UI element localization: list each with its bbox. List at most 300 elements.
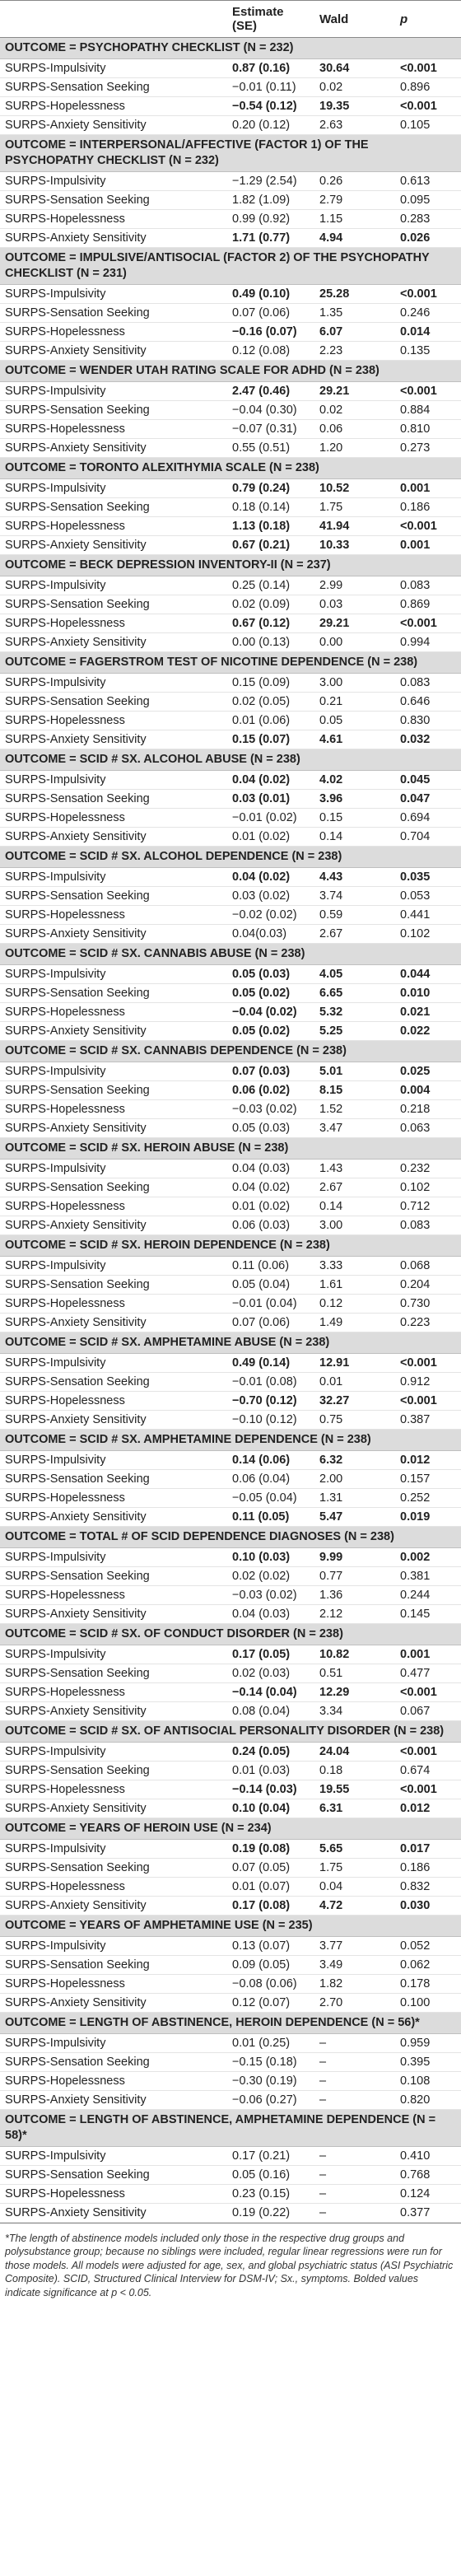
table-row: [0, 2204, 461, 2223]
outcome-title: OUTCOME = YEARS OF AMPHETAMINE USE (N = 235): [0, 1916, 461, 1937]
p-value-cell: <0.001: [395, 1780, 461, 1799]
p-value-cell: 0.067: [395, 1702, 461, 1721]
outcome-title: OUTCOME = SCID # SX. HEROIN ABUSE (N = 238): [0, 1138, 461, 1160]
outcome-title: OUTCOME = SCID # SX. ALCOHOL DEPENDENCE (N = 238): [0, 847, 461, 868]
wald-cell: 19.35: [314, 97, 395, 116]
predictor-cell: SURPS-Sensation Seeking: [0, 2166, 227, 2185]
outcome-title: OUTCOME = SCID # SX. CANNABIS ABUSE (N = 238): [0, 944, 461, 965]
estimate-cell: 0.11 (0.06): [227, 1257, 314, 1276]
header-p-value: p: [395, 1, 461, 38]
predictor-cell: SURPS-Hopelessness: [0, 1392, 227, 1411]
p-value-cell: 0.674: [395, 1762, 461, 1780]
estimate-cell: 0.07 (0.03): [227, 1062, 314, 1081]
estimate-cell: 0.99 (0.92): [227, 210, 314, 229]
table-row: [0, 1276, 461, 1295]
outcome-header-row: [0, 749, 461, 771]
p-value-cell: 0.377: [395, 2204, 461, 2223]
estimate-cell: 0.14 (0.06): [227, 1451, 314, 1470]
table-row: [0, 498, 461, 517]
p-value-cell: 0.959: [395, 2034, 461, 2053]
wald-cell: 32.27: [314, 1392, 395, 1411]
p-value-cell: 0.704: [395, 828, 461, 847]
outcome-header-row: [0, 1235, 461, 1257]
predictor-cell: SURPS-Hopelessness: [0, 2072, 227, 2091]
wald-cell: 1.75: [314, 498, 395, 517]
table-row: [0, 439, 461, 458]
table-row: [0, 790, 461, 809]
wald-cell: 2.12: [314, 1605, 395, 1624]
outcome-title: OUTCOME = SCID # SX. AMPHETAMINE DEPENDENCE (N = 238): [0, 1430, 461, 1451]
p-value-cell: 0.052: [395, 1937, 461, 1956]
predictor-cell: SURPS-Anxiety Sensitivity: [0, 1799, 227, 1818]
wald-cell: 0.18: [314, 1762, 395, 1780]
wald-cell: 0.26: [314, 172, 395, 191]
p-value-cell: 0.100: [395, 1994, 461, 2013]
wald-cell: 12.91: [314, 1354, 395, 1373]
table-row: [0, 116, 461, 135]
predictor-cell: SURPS-Sensation Seeking: [0, 191, 227, 210]
outcome-title: OUTCOME = SCID # SX. AMPHETAMINE ABUSE (N = 238): [0, 1332, 461, 1354]
predictor-cell: SURPS-Hopelessness: [0, 1878, 227, 1897]
predictor-cell: SURPS-Anxiety Sensitivity: [0, 342, 227, 361]
outcome-title: OUTCOME = YEARS OF HEROIN USE (N = 234): [0, 1818, 461, 1840]
wald-cell: 0.21: [314, 693, 395, 712]
table-row: [0, 771, 461, 790]
estimate-cell: 0.12 (0.08): [227, 342, 314, 361]
table-row: [0, 1119, 461, 1138]
p-value-cell: 0.062: [395, 1956, 461, 1975]
predictor-cell: SURPS-Sensation Seeking: [0, 78, 227, 97]
p-value-cell: 0.381: [395, 1567, 461, 1586]
outcome-title: OUTCOME = BECK DEPRESSION INVENTORY-II (N = 237): [0, 555, 461, 576]
wald-cell: 2.99: [314, 576, 395, 595]
table-row: [0, 1683, 461, 1702]
predictor-cell: SURPS-Anxiety Sensitivity: [0, 1702, 227, 1721]
estimate-cell: −1.29 (2.54): [227, 172, 314, 191]
table-row: [0, 1178, 461, 1197]
wald-cell: 4.94: [314, 229, 395, 248]
p-value-cell: 0.001: [395, 536, 461, 555]
p-value-cell: 0.105: [395, 116, 461, 135]
outcome-title: OUTCOME = SCID # SX. CANNABIS DEPENDENCE (N = 238): [0, 1041, 461, 1062]
predictor-cell: SURPS-Sensation Seeking: [0, 1373, 227, 1392]
estimate-cell: 0.07 (0.05): [227, 1859, 314, 1878]
p-value-cell: 0.102: [395, 925, 461, 944]
predictor-cell: SURPS-Hopelessness: [0, 210, 227, 229]
predictor-cell: SURPS-Anxiety Sensitivity: [0, 1508, 227, 1527]
p-value-cell: <0.001: [395, 382, 461, 401]
predictor-cell: SURPS-Impulsivity: [0, 59, 227, 78]
wald-cell: 3.33: [314, 1257, 395, 1276]
table-row: [0, 1840, 461, 1859]
predictor-cell: SURPS-Impulsivity: [0, 1451, 227, 1470]
predictor-cell: SURPS-Anxiety Sensitivity: [0, 828, 227, 847]
p-value-cell: 0.223: [395, 1314, 461, 1332]
p-value-cell: 0.869: [395, 595, 461, 614]
outcome-title: OUTCOME = SCID # SX. OF ANTISOCIAL PERSONALITY DISORDER (N = 238): [0, 1721, 461, 1743]
estimate-cell: 0.01 (0.02): [227, 1197, 314, 1216]
estimate-cell: −0.01 (0.02): [227, 809, 314, 828]
p-value-cell: 0.035: [395, 868, 461, 887]
estimate-cell: −0.07 (0.31): [227, 420, 314, 439]
predictor-cell: SURPS-Anxiety Sensitivity: [0, 116, 227, 135]
table-row: [0, 172, 461, 191]
p-value-cell: 0.083: [395, 1216, 461, 1235]
predictor-cell: SURPS-Hopelessness: [0, 323, 227, 342]
p-value-cell: 0.246: [395, 304, 461, 323]
predictor-cell: SURPS-Hopelessness: [0, 1100, 227, 1119]
estimate-cell: 0.02 (0.05): [227, 693, 314, 712]
table-row: [0, 97, 461, 116]
predictor-cell: SURPS-Impulsivity: [0, 1840, 227, 1859]
estimate-cell: 1.13 (0.18): [227, 517, 314, 536]
estimate-cell: −0.15 (0.18): [227, 2053, 314, 2072]
p-value-cell: 0.083: [395, 674, 461, 693]
predictor-cell: SURPS-Anxiety Sensitivity: [0, 633, 227, 652]
p-value-cell: 0.047: [395, 790, 461, 809]
wald-cell: 1.36: [314, 1586, 395, 1605]
predictor-cell: SURPS-Sensation Seeking: [0, 595, 227, 614]
table-row: [0, 1897, 461, 1916]
table-row: [0, 2072, 461, 2091]
table-row: [0, 1062, 461, 1081]
predictor-cell: SURPS-Anxiety Sensitivity: [0, 229, 227, 248]
estimate-cell: 0.12 (0.07): [227, 1994, 314, 2013]
predictor-cell: SURPS-Hopelessness: [0, 517, 227, 536]
wald-cell: 3.34: [314, 1702, 395, 1721]
wald-cell: 0.77: [314, 1567, 395, 1586]
table-row: [0, 1257, 461, 1276]
predictor-cell: SURPS-Sensation Seeking: [0, 693, 227, 712]
predictor-cell: SURPS-Hopelessness: [0, 614, 227, 633]
estimate-cell: 0.04 (0.02): [227, 1178, 314, 1197]
p-value-cell: 0.252: [395, 1489, 461, 1508]
outcome-header-row: [0, 1430, 461, 1451]
predictor-cell: SURPS-Anxiety Sensitivity: [0, 1411, 227, 1430]
table-row: [0, 517, 461, 536]
estimate-cell: 0.06 (0.02): [227, 1081, 314, 1100]
estimate-cell: 0.03 (0.02): [227, 887, 314, 906]
p-value-cell: 0.186: [395, 498, 461, 517]
estimate-cell: 0.01 (0.25): [227, 2034, 314, 2053]
p-value-cell: 0.832: [395, 1878, 461, 1897]
estimate-cell: 0.15 (0.09): [227, 674, 314, 693]
p-value-cell: 0.830: [395, 712, 461, 730]
estimate-cell: 0.05 (0.16): [227, 2166, 314, 2185]
wald-cell: 1.35: [314, 304, 395, 323]
table-row: [0, 210, 461, 229]
estimate-cell: 0.23 (0.15): [227, 2185, 314, 2204]
predictor-cell: SURPS-Impulsivity: [0, 674, 227, 693]
p-value-cell: 0.030: [395, 1897, 461, 1916]
predictor-cell: SURPS-Anxiety Sensitivity: [0, 536, 227, 555]
wald-cell: 1.75: [314, 1859, 395, 1878]
p-value-cell: 0.019: [395, 1508, 461, 1527]
predictor-cell: SURPS-Sensation Seeking: [0, 498, 227, 517]
p-value-cell: 0.186: [395, 1859, 461, 1878]
estimate-cell: 0.49 (0.10): [227, 285, 314, 304]
predictor-cell: SURPS-Hopelessness: [0, 1683, 227, 1702]
p-value-cell: <0.001: [395, 285, 461, 304]
table-row: [0, 1160, 461, 1178]
estimate-cell: −0.01 (0.04): [227, 1295, 314, 1314]
estimate-cell: 0.10 (0.03): [227, 1548, 314, 1567]
wald-cell: 6.07: [314, 323, 395, 342]
wald-cell: –: [314, 2053, 395, 2072]
estimate-cell: −0.01 (0.08): [227, 1373, 314, 1392]
wald-cell: 10.82: [314, 1645, 395, 1664]
predictor-cell: SURPS-Sensation Seeking: [0, 2053, 227, 2072]
table-row: [0, 1489, 461, 1508]
table-row: [0, 614, 461, 633]
estimate-cell: 0.19 (0.08): [227, 1840, 314, 1859]
wald-cell: 4.05: [314, 965, 395, 984]
predictor-cell: SURPS-Hopelessness: [0, 97, 227, 116]
table-row: [0, 1664, 461, 1683]
p-value-cell: <0.001: [395, 1743, 461, 1762]
wald-cell: 3.74: [314, 887, 395, 906]
table-row: [0, 1586, 461, 1605]
table-row: [0, 323, 461, 342]
predictor-cell: SURPS-Impulsivity: [0, 576, 227, 595]
estimate-cell: 0.02 (0.02): [227, 1567, 314, 1586]
estimate-cell: 0.00 (0.13): [227, 633, 314, 652]
p-value-cell: 0.083: [395, 576, 461, 595]
wald-cell: 2.79: [314, 191, 395, 210]
estimate-cell: 0.05 (0.02): [227, 984, 314, 1003]
wald-cell: 1.52: [314, 1100, 395, 1119]
outcome-header-row: [0, 2110, 461, 2147]
wald-cell: 0.75: [314, 1411, 395, 1430]
wald-cell: 41.94: [314, 517, 395, 536]
estimate-cell: −0.30 (0.19): [227, 2072, 314, 2091]
outcome-header-row: [0, 1041, 461, 1062]
table-row: [0, 595, 461, 614]
predictor-cell: SURPS-Impulsivity: [0, 1257, 227, 1276]
estimate-cell: 0.15 (0.07): [227, 730, 314, 749]
outcome-title: OUTCOME = LENGTH OF ABSTINENCE, HEROIN DEPENDENCE (N = 56)*: [0, 2013, 461, 2034]
wald-cell: 29.21: [314, 614, 395, 633]
wald-cell: 29.21: [314, 382, 395, 401]
wald-cell: 3.00: [314, 1216, 395, 1235]
estimate-cell: −0.04 (0.02): [227, 1003, 314, 1022]
header-estimate: Estimate (SE): [227, 1, 314, 38]
outcome-header-row: [0, 135, 461, 172]
p-value-cell: <0.001: [395, 517, 461, 536]
table-row: [0, 1994, 461, 2013]
estimate-cell: 0.01 (0.03): [227, 1762, 314, 1780]
predictor-cell: SURPS-Sensation Seeking: [0, 304, 227, 323]
table-row: [0, 401, 461, 420]
p-value-cell: 0.145: [395, 1605, 461, 1624]
table-row: [0, 828, 461, 847]
outcome-header-row: [0, 1332, 461, 1354]
p-value-cell: 0.244: [395, 1586, 461, 1605]
wald-cell: 12.29: [314, 1683, 395, 1702]
table-header-row: [0, 1, 461, 38]
header-predictor: [0, 1, 227, 38]
table-row: [0, 1003, 461, 1022]
wald-cell: 4.61: [314, 730, 395, 749]
table-row: [0, 59, 461, 78]
outcome-header-row: [0, 458, 461, 479]
predictor-cell: SURPS-Impulsivity: [0, 1743, 227, 1762]
p-value-cell: 0.912: [395, 1373, 461, 1392]
wald-cell: 19.55: [314, 1780, 395, 1799]
table-row: [0, 1314, 461, 1332]
p-value-cell: 0.032: [395, 730, 461, 749]
estimate-cell: 1.82 (1.09): [227, 191, 314, 210]
estimate-cell: −0.04 (0.30): [227, 401, 314, 420]
table-row: [0, 2091, 461, 2110]
p-value-cell: <0.001: [395, 59, 461, 78]
wald-cell: –: [314, 2091, 395, 2110]
p-value-cell: 0.884: [395, 401, 461, 420]
p-value-cell: 0.001: [395, 1645, 461, 1664]
table-row: [0, 1392, 461, 1411]
predictor-cell: SURPS-Impulsivity: [0, 771, 227, 790]
wald-cell: 6.65: [314, 984, 395, 1003]
p-value-cell: 0.994: [395, 633, 461, 652]
estimate-cell: 0.55 (0.51): [227, 439, 314, 458]
wald-cell: –: [314, 2072, 395, 2091]
table-row: [0, 730, 461, 749]
wald-cell: 1.15: [314, 210, 395, 229]
wald-cell: 3.49: [314, 1956, 395, 1975]
wald-cell: 25.28: [314, 285, 395, 304]
wald-cell: 24.04: [314, 1743, 395, 1762]
table-row: [0, 693, 461, 712]
predictor-cell: SURPS-Impulsivity: [0, 1354, 227, 1373]
outcome-title: OUTCOME = FAGERSTROM TEST OF NICOTINE DEPENDENCE (N = 238): [0, 652, 461, 674]
p-value-cell: 0.477: [395, 1664, 461, 1683]
table-row: [0, 2166, 461, 2185]
wald-cell: 0.03: [314, 595, 395, 614]
estimate-cell: 0.13 (0.07): [227, 1937, 314, 1956]
p-value-cell: 0.044: [395, 965, 461, 984]
table-row: [0, 1022, 461, 1041]
estimate-cell: −0.06 (0.27): [227, 2091, 314, 2110]
wald-cell: 9.99: [314, 1548, 395, 1567]
table-row: [0, 1470, 461, 1489]
p-value-cell: 0.068: [395, 1257, 461, 1276]
table-row: [0, 1743, 461, 1762]
predictor-cell: SURPS-Sensation Seeking: [0, 1956, 227, 1975]
table-row: [0, 382, 461, 401]
estimate-cell: 0.06 (0.03): [227, 1216, 314, 1235]
wald-cell: 2.67: [314, 925, 395, 944]
table-row: [0, 674, 461, 693]
outcome-title: OUTCOME = SCID # SX. HEROIN DEPENDENCE (N = 238): [0, 1235, 461, 1257]
p-value-cell: 0.095: [395, 191, 461, 210]
table-row: [0, 536, 461, 555]
predictor-cell: SURPS-Hopelessness: [0, 1197, 227, 1216]
estimate-cell: −0.03 (0.02): [227, 1586, 314, 1605]
outcome-title: OUTCOME = SCID # SX. ALCOHOL ABUSE (N = 238): [0, 749, 461, 771]
outcome-title: OUTCOME = LENGTH OF ABSTINENCE, AMPHETAMINE DEPENDENCE (N = 58)*: [0, 2110, 461, 2147]
wald-cell: 6.31: [314, 1799, 395, 1818]
p-value-cell: 0.001: [395, 479, 461, 498]
predictor-cell: SURPS-Anxiety Sensitivity: [0, 730, 227, 749]
estimate-cell: 0.01 (0.06): [227, 712, 314, 730]
table-row: [0, 1780, 461, 1799]
table-body: [0, 38, 461, 2223]
table-row: [0, 479, 461, 498]
wald-cell: 0.06: [314, 420, 395, 439]
predictor-cell: SURPS-Impulsivity: [0, 1062, 227, 1081]
predictor-cell: SURPS-Anxiety Sensitivity: [0, 1994, 227, 2013]
estimate-cell: 0.19 (0.22): [227, 2204, 314, 2223]
p-value-cell: 0.063: [395, 1119, 461, 1138]
p-value-cell: <0.001: [395, 614, 461, 633]
p-value-cell: 0.053: [395, 887, 461, 906]
wald-cell: 30.64: [314, 59, 395, 78]
estimate-cell: 0.67 (0.21): [227, 536, 314, 555]
estimate-cell: 0.49 (0.14): [227, 1354, 314, 1373]
p-value-cell: 0.730: [395, 1295, 461, 1314]
p-value-cell: 0.768: [395, 2166, 461, 2185]
outcome-header-row: [0, 1527, 461, 1548]
p-value-cell: 0.896: [395, 78, 461, 97]
estimate-cell: 0.09 (0.05): [227, 1956, 314, 1975]
predictor-cell: SURPS-Anxiety Sensitivity: [0, 1022, 227, 1041]
p-value-cell: 0.021: [395, 1003, 461, 1022]
estimate-cell: 0.87 (0.16): [227, 59, 314, 78]
header-wald: Wald: [314, 1, 395, 38]
p-value-cell: 0.026: [395, 229, 461, 248]
wald-cell: 0.14: [314, 1197, 395, 1216]
wald-cell: 0.12: [314, 1295, 395, 1314]
wald-cell: 3.77: [314, 1937, 395, 1956]
wald-cell: 1.20: [314, 439, 395, 458]
p-value-cell: 0.017: [395, 1840, 461, 1859]
p-value-cell: 0.694: [395, 809, 461, 828]
predictor-cell: SURPS-Sensation Seeking: [0, 1276, 227, 1295]
p-value-cell: 0.045: [395, 771, 461, 790]
wald-cell: 5.25: [314, 1022, 395, 1041]
outcome-title: OUTCOME = INTERPERSONAL/AFFECTIVE (FACTOR 1) OF THE PSYCHOPATHY CHECKLIST (N = 232): [0, 135, 461, 172]
wald-cell: 0.04: [314, 1878, 395, 1897]
wald-cell: –: [314, 2204, 395, 2223]
table-row: [0, 1100, 461, 1119]
outcome-title: OUTCOME = WENDER UTAH RATING SCALE FOR ADHD (N = 238): [0, 361, 461, 382]
predictor-cell: SURPS-Anxiety Sensitivity: [0, 2091, 227, 2110]
predictor-cell: SURPS-Impulsivity: [0, 868, 227, 887]
table-row: [0, 1702, 461, 1721]
wald-cell: 3.96: [314, 790, 395, 809]
outcome-header-row: [0, 652, 461, 674]
predictor-cell: SURPS-Impulsivity: [0, 285, 227, 304]
outcome-header-row: [0, 361, 461, 382]
wald-cell: 2.23: [314, 342, 395, 361]
table-row: [0, 78, 461, 97]
wald-cell: 1.49: [314, 1314, 395, 1332]
estimate-cell: 0.11 (0.05): [227, 1508, 314, 1527]
predictor-cell: SURPS-Anxiety Sensitivity: [0, 439, 227, 458]
estimate-cell: 0.25 (0.14): [227, 576, 314, 595]
wald-cell: 2.70: [314, 1994, 395, 2013]
wald-cell: 0.00: [314, 633, 395, 652]
wald-cell: 10.52: [314, 479, 395, 498]
p-value-cell: 0.012: [395, 1799, 461, 1818]
wald-cell: –: [314, 2166, 395, 2185]
predictor-cell: SURPS-Sensation Seeking: [0, 1762, 227, 1780]
p-value-cell: 0.002: [395, 1548, 461, 1567]
outcome-header-row: [0, 2013, 461, 2034]
predictor-cell: SURPS-Sensation Seeking: [0, 1859, 227, 1878]
p-value-cell: 0.178: [395, 1975, 461, 1994]
estimate-cell: 0.04 (0.03): [227, 1160, 314, 1178]
